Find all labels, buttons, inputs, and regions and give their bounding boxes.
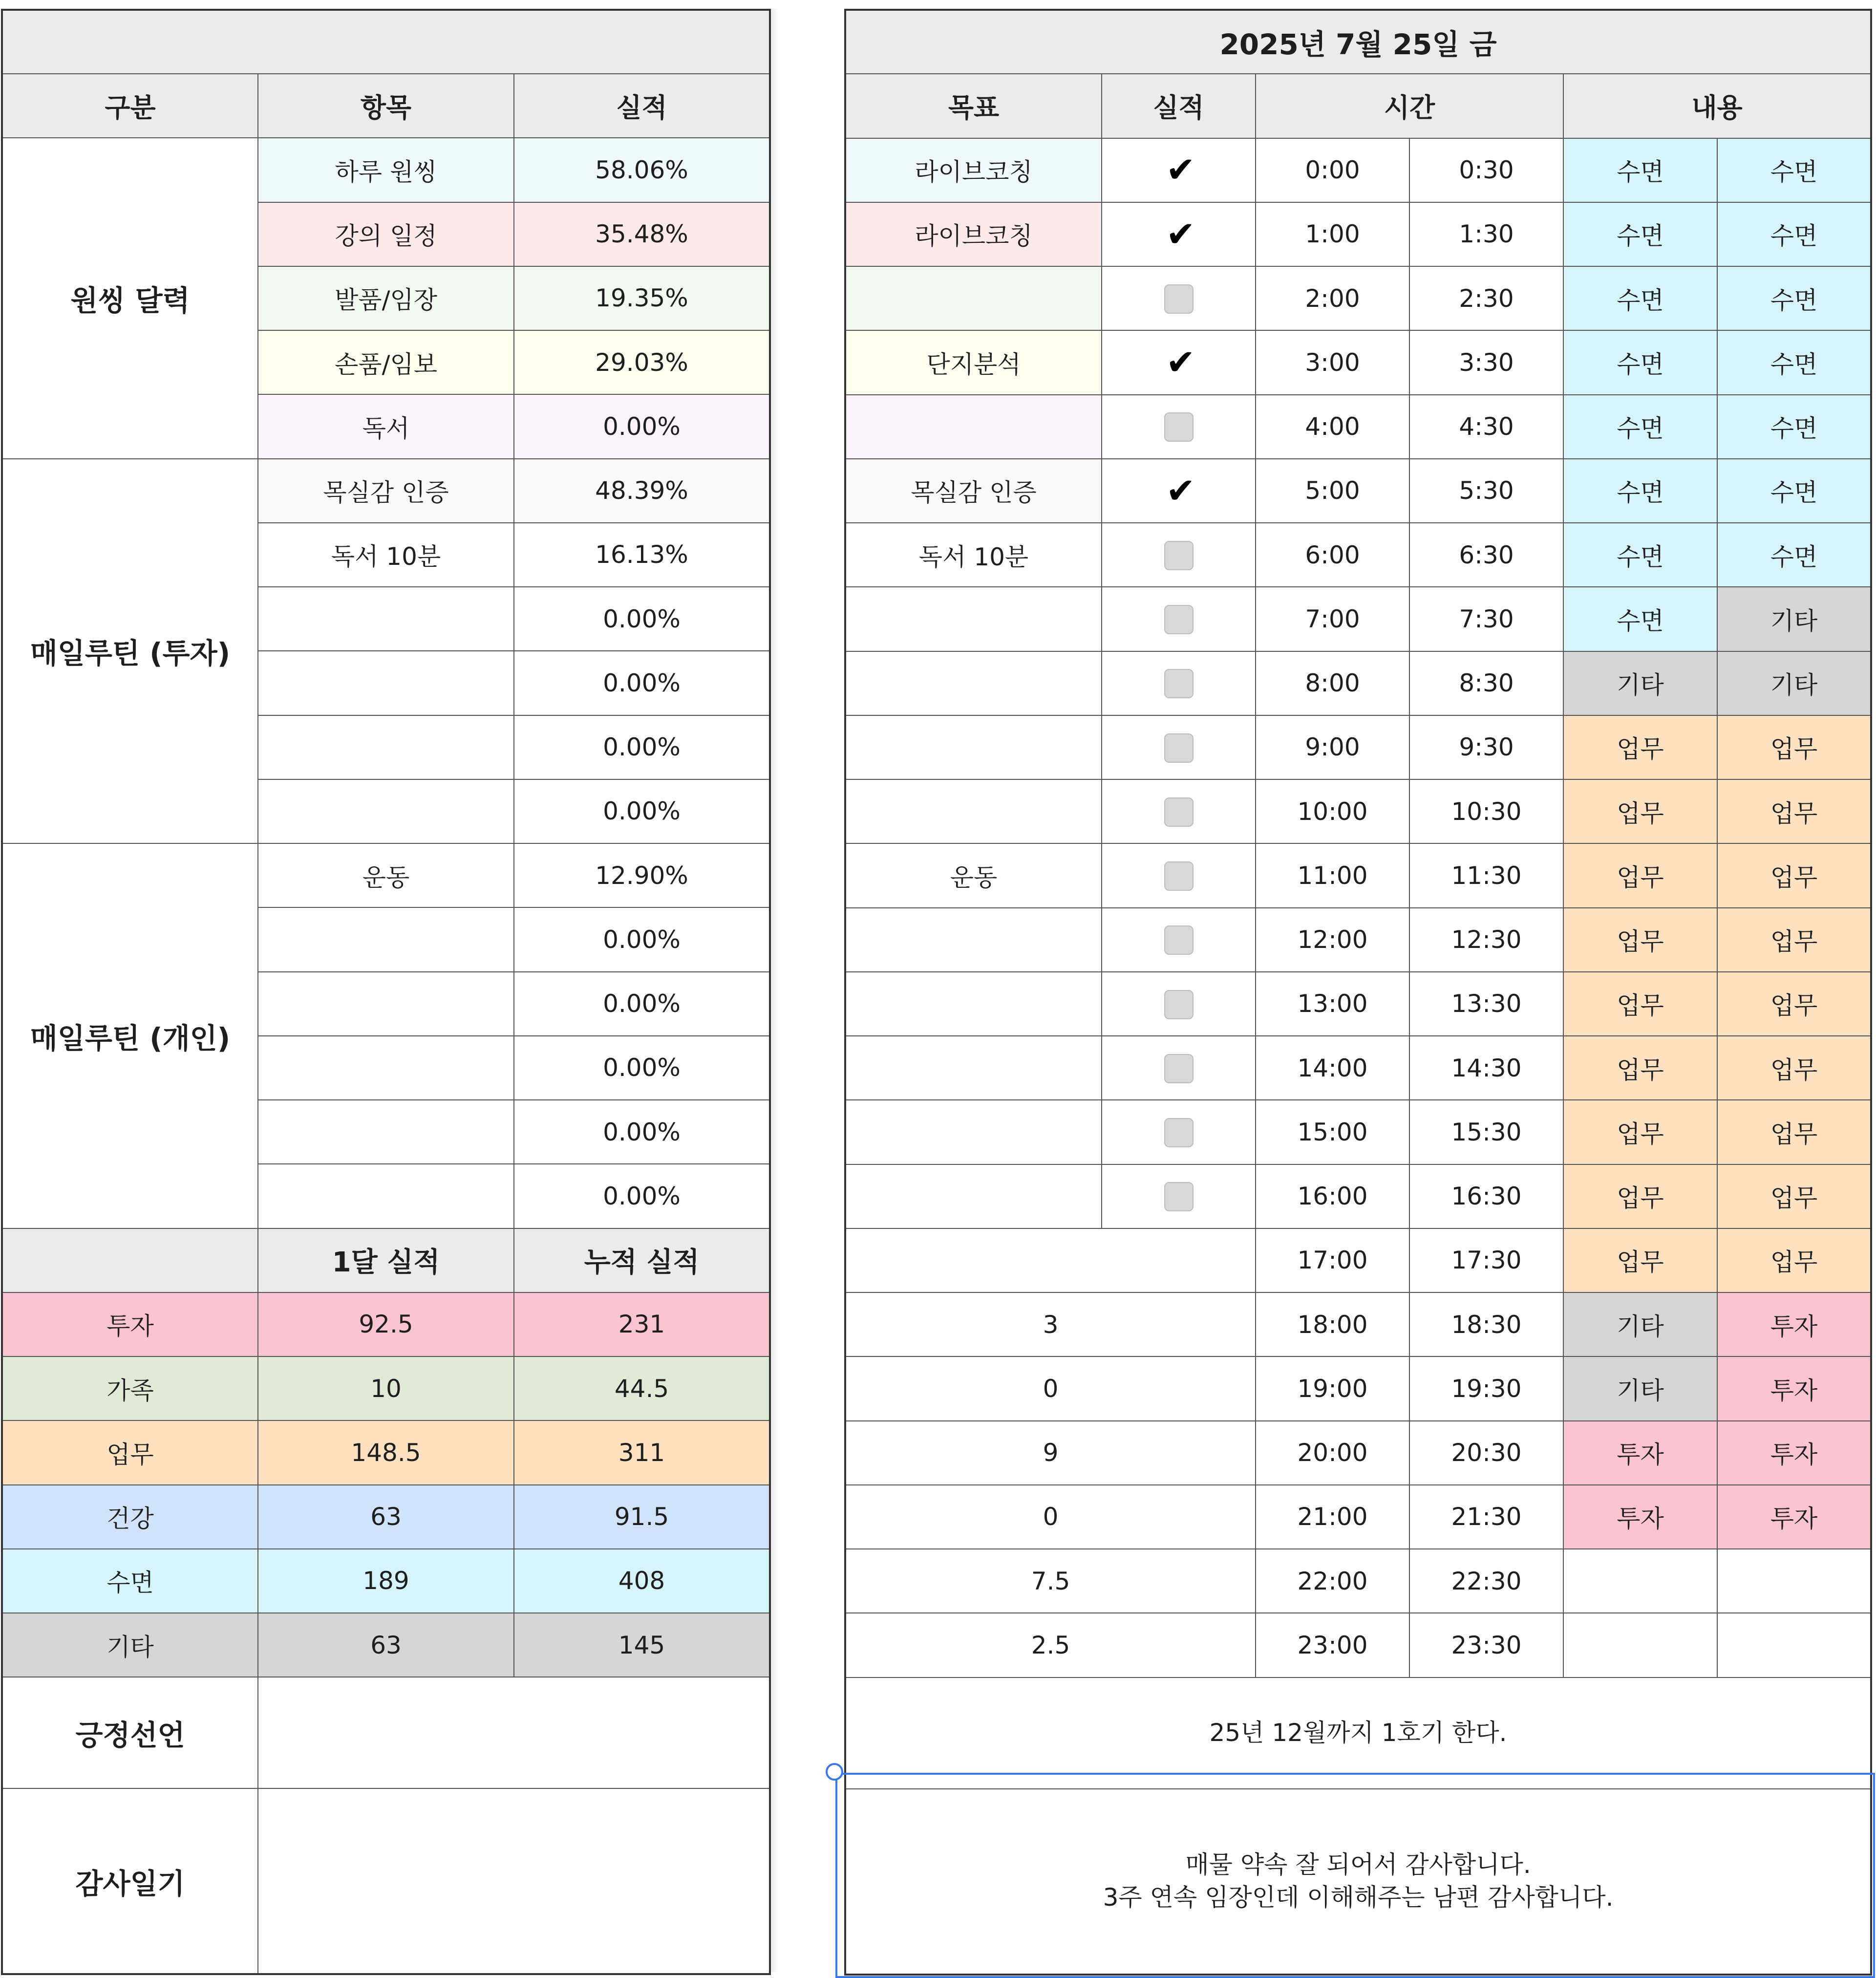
date-title-row <box>845 10 1871 74</box>
goal-cell[interactable]: 목실감 인증 <box>845 459 1102 523</box>
cell-selection-box[interactable] <box>835 1773 1875 1978</box>
done-cell[interactable] <box>1102 202 1256 266</box>
time-cell[interactable]: 1:30 <box>1409 202 1563 266</box>
summary-month[interactable]: 92.5 <box>258 1292 514 1356</box>
result-cell[interactable]: 0.00% <box>514 1100 770 1164</box>
schedule-row <box>845 1036 1871 1100</box>
summary-month[interactable]: 63 <box>258 1485 514 1549</box>
schedule-row <box>845 523 1871 587</box>
item-cell[interactable]: 손품/임보 <box>258 330 514 394</box>
activity-cell[interactable]: 기타 <box>1717 587 1871 651</box>
activity-cell[interactable]: 기타 <box>1563 651 1717 715</box>
category-onething[interactable]: 원씽 달력 <box>2 138 258 458</box>
time-cell[interactable]: 12:30 <box>1409 908 1563 972</box>
activity-cell[interactable]: 업무 <box>1717 843 1871 907</box>
schedule-row <box>845 587 1871 651</box>
selection-resize-handle[interactable] <box>826 1763 843 1781</box>
result-cell[interactable]: 0.00% <box>514 1164 770 1228</box>
checkbox-unchecked[interactable] <box>1164 925 1194 955</box>
summary-month[interactable]: 148.5 <box>258 1420 514 1484</box>
time-cell[interactable]: 14:30 <box>1409 1036 1563 1100</box>
value-cell[interactable]: 0 <box>845 1356 1256 1420</box>
activity-cell[interactable]: 투자 <box>1563 1421 1717 1485</box>
schedule-row <box>845 972 1871 1036</box>
summary-total[interactable]: 145 <box>514 1613 770 1677</box>
time-cell[interactable]: 2:30 <box>1409 266 1563 330</box>
table-row <box>2 843 770 907</box>
time-cell[interactable]: 20:00 <box>1256 1421 1409 1485</box>
activity-cell[interactable]: 수면 <box>1717 523 1871 587</box>
summary-header-total[interactable]: 누적 실적 <box>514 1228 770 1292</box>
activity-cell[interactable]: 업무 <box>1717 908 1871 972</box>
done-cell[interactable] <box>1102 587 1256 651</box>
summary-row-etc <box>2 1613 770 1677</box>
done-cell[interactable] <box>1102 138 1256 202</box>
item-cell[interactable]: 독서 <box>258 394 514 458</box>
schedule-row <box>845 1292 1871 1356</box>
schedule-row <box>845 1613 1871 1677</box>
activity-cell[interactable]: 수면 <box>1563 395 1717 459</box>
summary-label[interactable]: 투자 <box>2 1292 258 1356</box>
activity-cell[interactable]: 수면 <box>1563 459 1717 523</box>
summary-header-row <box>2 1228 770 1292</box>
goal-cell[interactable] <box>845 1036 1102 1100</box>
summary-label[interactable]: 가족 <box>2 1356 258 1420</box>
time-cell[interactable]: 15:00 <box>1256 1100 1409 1164</box>
summary-row-sleep <box>2 1549 770 1613</box>
time-cell[interactable]: 7:00 <box>1256 587 1409 651</box>
summary-row-family <box>2 1356 770 1420</box>
time-cell[interactable]: 5:30 <box>1409 459 1563 523</box>
result-cell[interactable]: 48.39% <box>514 459 770 523</box>
schedule-row <box>845 1549 1871 1613</box>
checkbox-unchecked[interactable] <box>1164 1118 1194 1147</box>
activity-cell[interactable]: 기타 <box>1563 1356 1717 1420</box>
title-cell-blank[interactable] <box>2 10 770 74</box>
time-cell[interactable]: 2:00 <box>1256 266 1409 330</box>
schedule-row <box>845 1100 1871 1164</box>
time-cell[interactable]: 22:30 <box>1409 1549 1563 1613</box>
summary-row-work <box>2 1420 770 1484</box>
schedule-row <box>845 1228 1871 1292</box>
result-cell[interactable]: 0.00% <box>514 779 770 843</box>
time-cell[interactable]: 0:30 <box>1409 138 1563 202</box>
goal-cell[interactable]: 라이브코칭 <box>845 138 1102 202</box>
goal-cell[interactable]: 라이브코칭 <box>845 202 1102 266</box>
checkbox-checked[interactable] <box>1164 348 1194 378</box>
item-cell[interactable]: 운동 <box>258 843 514 907</box>
item-cell[interactable]: 독서 10분 <box>258 523 514 587</box>
table-title-row <box>2 10 770 74</box>
done-cell[interactable] <box>1102 779 1256 843</box>
item-cell[interactable] <box>258 1164 514 1228</box>
daily-schedule-table <box>844 9 1872 1976</box>
result-cell[interactable]: 0.00% <box>514 651 770 715</box>
schedule-row <box>845 330 1871 394</box>
result-cell[interactable]: 19.35% <box>514 266 770 330</box>
summary-row-invest <box>2 1292 770 1356</box>
activity-cell[interactable]: 업무 <box>1717 715 1871 779</box>
activity-cell[interactable]: 수면 <box>1717 266 1871 330</box>
done-cell[interactable] <box>1102 843 1256 907</box>
time-cell[interactable]: 21:00 <box>1256 1485 1409 1549</box>
goal-cell[interactable] <box>845 1164 1102 1228</box>
done-cell[interactable] <box>1102 266 1256 330</box>
activity-cell[interactable]: 투자 <box>1717 1356 1871 1420</box>
activity-cell[interactable]: 업무 <box>1563 1164 1717 1228</box>
time-cell[interactable]: 18:00 <box>1256 1292 1409 1356</box>
checkbox-unchecked[interactable] <box>1164 861 1194 891</box>
header-result[interactable]: 실적 <box>514 74 770 138</box>
done-cell[interactable] <box>1102 651 1256 715</box>
item-cell[interactable] <box>258 1036 514 1100</box>
done-cell[interactable] <box>1102 459 1256 523</box>
activity-cell[interactable]: 업무 <box>1717 1036 1871 1100</box>
item-cell[interactable]: 목실감 인증 <box>258 459 514 523</box>
summary-label[interactable]: 기타 <box>2 1613 258 1677</box>
header-item[interactable]: 항목 <box>258 74 514 138</box>
time-cell[interactable]: 11:00 <box>1256 843 1409 907</box>
schedule-row <box>845 266 1871 330</box>
activity-cell[interactable]: 업무 <box>1563 715 1717 779</box>
activity-cell[interactable] <box>1717 1549 1871 1613</box>
done-cell[interactable] <box>1102 1036 1256 1100</box>
summary-row-health <box>2 1485 770 1549</box>
summary-month[interactable]: 189 <box>258 1549 514 1613</box>
time-cell[interactable]: 23:00 <box>1256 1613 1409 1677</box>
result-cell[interactable]: 58.06% <box>514 138 770 202</box>
activity-cell[interactable]: 수면 <box>1563 523 1717 587</box>
checkbox-unchecked[interactable] <box>1164 990 1194 1019</box>
goal-cell[interactable]: 운동 <box>845 843 1102 907</box>
schedule-row <box>845 908 1871 972</box>
activity-cell[interactable]: 업무 <box>1717 1164 1871 1228</box>
schedule-row <box>845 1421 1871 1485</box>
checkbox-unchecked[interactable] <box>1164 541 1194 570</box>
time-cell[interactable]: 19:30 <box>1409 1356 1563 1420</box>
result-cell[interactable]: 0.00% <box>514 394 770 458</box>
header-row <box>845 74 1871 138</box>
summary-label[interactable]: 건강 <box>2 1485 258 1549</box>
time-cell[interactable]: 7:30 <box>1409 587 1563 651</box>
goal-cell[interactable] <box>845 972 1102 1036</box>
activity-cell[interactable]: 투자 <box>1717 1421 1871 1485</box>
time-cell[interactable]: 21:30 <box>1409 1485 1563 1549</box>
summary-month[interactable]: 63 <box>258 1613 514 1677</box>
checkbox-unchecked[interactable] <box>1164 284 1194 314</box>
time-cell[interactable]: 17:00 <box>1256 1228 1409 1292</box>
result-cell[interactable]: 29.03% <box>514 330 770 394</box>
item-cell[interactable]: 강의 일정 <box>258 202 514 266</box>
result-cell[interactable]: 0.00% <box>514 715 770 779</box>
time-cell[interactable]: 9:00 <box>1256 715 1409 779</box>
activity-cell[interactable]: 수면 <box>1563 266 1717 330</box>
goal-cell[interactable]: 단지분석 <box>845 330 1102 394</box>
time-cell[interactable]: 22:00 <box>1256 1549 1409 1613</box>
gratitude-line: 매물 약속 잘 되어서 감사합니다. <box>1185 1850 1531 1879</box>
goal-cell[interactable] <box>845 715 1102 779</box>
time-cell[interactable]: 13:00 <box>1256 972 1409 1036</box>
checkbox-unchecked[interactable] <box>1164 797 1194 827</box>
goal-cell[interactable] <box>845 908 1102 972</box>
summary-label[interactable]: 수면 <box>2 1549 258 1613</box>
activity-cell[interactable]: 업무 <box>1563 1228 1717 1292</box>
time-cell[interactable]: 9:30 <box>1409 715 1563 779</box>
activity-cell[interactable]: 수면 <box>1563 587 1717 651</box>
activity-cell[interactable]: 수면 <box>1717 459 1871 523</box>
result-cell[interactable]: 0.00% <box>514 972 770 1036</box>
activity-cell[interactable]: 업무 <box>1563 1100 1717 1164</box>
schedule-row <box>845 715 1871 779</box>
checkbox-unchecked[interactable] <box>1164 1182 1194 1211</box>
activity-cell[interactable]: 수면 <box>1717 395 1871 459</box>
summary-total[interactable]: 408 <box>514 1549 770 1613</box>
time-cell[interactable]: 0:00 <box>1256 138 1409 202</box>
goal-cell[interactable]: 독서 10분 <box>845 523 1102 587</box>
done-cell[interactable] <box>1102 715 1256 779</box>
time-cell[interactable]: 5:00 <box>1256 459 1409 523</box>
time-cell[interactable]: 4:30 <box>1409 395 1563 459</box>
category-routine-personal[interactable]: 매일루틴 (개인) <box>2 843 258 1228</box>
activity-cell[interactable]: 업무 <box>1563 908 1717 972</box>
time-cell[interactable]: 19:00 <box>1256 1356 1409 1420</box>
time-cell[interactable]: 3:00 <box>1256 330 1409 394</box>
activity-cell[interactable]: 업무 <box>1563 779 1717 843</box>
value-cell[interactable]: 0 <box>845 1485 1256 1549</box>
header-done[interactable]: 실적 <box>1102 74 1256 138</box>
activity-cell[interactable]: 수면 <box>1563 202 1717 266</box>
time-cell[interactable]: 16:00 <box>1256 1164 1409 1228</box>
checkbox-unchecked[interactable] <box>1164 733 1194 763</box>
value-cell[interactable]: 2.5 <box>845 1613 1256 1677</box>
value-cell[interactable]: 9 <box>845 1421 1256 1485</box>
time-cell[interactable]: 3:30 <box>1409 330 1563 394</box>
activity-cell[interactable]: 수면 <box>1717 202 1871 266</box>
item-cell[interactable] <box>258 651 514 715</box>
activity-cell[interactable]: 기타 <box>1563 1292 1717 1356</box>
activity-cell[interactable] <box>1563 1613 1717 1677</box>
result-cell[interactable]: 12.90% <box>514 843 770 907</box>
gratitude-line: 3주 연속 임장인데 이해해주는 남편 감사합니다. <box>1103 1883 1614 1912</box>
gratitude-cell[interactable] <box>258 1788 770 1974</box>
table-row <box>2 459 770 523</box>
activity-cell[interactable]: 투자 <box>1717 1485 1871 1549</box>
header-time[interactable]: 시간 <box>1256 74 1563 138</box>
item-cell[interactable] <box>258 972 514 1036</box>
item-cell[interactable] <box>258 715 514 779</box>
summary-total[interactable]: 44.5 <box>514 1356 770 1420</box>
time-cell[interactable]: 18:30 <box>1409 1292 1563 1356</box>
time-cell[interactable]: 13:30 <box>1409 972 1563 1036</box>
affirmation-cell[interactable] <box>258 1677 770 1788</box>
affirmation-text[interactable]: 25년 12월까지 1호기 한다. <box>845 1677 1871 1789</box>
checkbox-checked[interactable] <box>1164 156 1194 185</box>
header-goal[interactable]: 목표 <box>845 74 1102 138</box>
schedule-row <box>845 202 1871 266</box>
activity-cell[interactable]: 업무 <box>1563 972 1717 1036</box>
done-cell[interactable] <box>1102 330 1256 394</box>
time-cell[interactable]: 1:00 <box>1256 202 1409 266</box>
activity-cell[interactable]: 업무 <box>1717 1228 1871 1292</box>
activity-cell[interactable]: 수면 <box>1717 330 1871 394</box>
item-cell[interactable] <box>258 587 514 651</box>
checkbox-unchecked[interactable] <box>1164 1054 1194 1083</box>
time-cell[interactable]: 10:00 <box>1256 779 1409 843</box>
done-cell[interactable] <box>1102 1100 1256 1164</box>
done-cell[interactable] <box>1102 395 1256 459</box>
summary-header-blank[interactable] <box>2 1228 258 1292</box>
checkbox-unchecked[interactable] <box>1164 669 1194 698</box>
activity-cell[interactable] <box>1563 1549 1717 1613</box>
activity-cell[interactable]: 수면 <box>1563 138 1717 202</box>
time-cell[interactable]: 20:30 <box>1409 1421 1563 1485</box>
time-cell[interactable]: 14:00 <box>1256 1036 1409 1100</box>
affirmation-row <box>2 1677 770 1788</box>
result-cell[interactable]: 16.13% <box>514 523 770 587</box>
summary-total[interactable]: 311 <box>514 1420 770 1484</box>
schedule-row <box>845 1164 1871 1228</box>
affirmation-row <box>845 1677 1871 1789</box>
activity-cell[interactable]: 투자 <box>1717 1292 1871 1356</box>
activity-cell[interactable]: 업무 <box>1717 972 1871 1036</box>
item-cell[interactable] <box>258 907 514 971</box>
schedule-row <box>845 138 1871 202</box>
header-row <box>2 74 770 138</box>
checkbox-unchecked[interactable] <box>1164 412 1194 442</box>
time-cell[interactable]: 11:30 <box>1409 843 1563 907</box>
result-cell[interactable]: 0.00% <box>514 587 770 651</box>
time-cell[interactable]: 8:30 <box>1409 651 1563 715</box>
time-cell[interactable]: 6:30 <box>1409 523 1563 587</box>
done-cell[interactable] <box>1102 908 1256 972</box>
goal-cell[interactable] <box>845 1100 1102 1164</box>
activity-cell[interactable]: 수면 <box>1717 138 1871 202</box>
time-cell[interactable]: 12:00 <box>1256 908 1409 972</box>
result-cell[interactable]: 35.48% <box>514 202 770 266</box>
value-cell[interactable]: 3 <box>845 1292 1256 1356</box>
item-cell[interactable]: 하루 원씽 <box>258 138 514 202</box>
activity-cell[interactable]: 업무 <box>1717 779 1871 843</box>
value-cell[interactable]: 7.5 <box>845 1549 1256 1613</box>
result-cell[interactable]: 0.00% <box>514 907 770 971</box>
gratitude-row <box>2 1788 770 1974</box>
monthly-summary-table <box>1 9 771 1975</box>
time-cell[interactable]: 17:30 <box>1409 1228 1563 1292</box>
summary-header-month[interactable]: 1달 실적 <box>258 1228 514 1292</box>
schedule-row <box>845 1485 1871 1549</box>
summary-label[interactable]: 업무 <box>2 1420 258 1484</box>
summary-total[interactable]: 91.5 <box>514 1485 770 1549</box>
done-cell[interactable] <box>1102 523 1256 587</box>
schedule-row <box>845 459 1871 523</box>
time-cell[interactable]: 6:00 <box>1256 523 1409 587</box>
goal-cell[interactable] <box>845 779 1102 843</box>
schedule-row <box>845 843 1871 907</box>
item-cell[interactable]: 발품/임장 <box>258 266 514 330</box>
schedule-row <box>845 779 1871 843</box>
time-cell[interactable]: 10:30 <box>1409 779 1563 843</box>
done-cell[interactable] <box>1102 1164 1256 1228</box>
summary-total[interactable]: 231 <box>514 1292 770 1356</box>
value-cell[interactable] <box>845 1228 1256 1292</box>
schedule-row <box>845 651 1871 715</box>
goal-cell[interactable] <box>845 266 1102 330</box>
gratitude-label[interactable]: 감사일기 <box>2 1788 258 1974</box>
done-cell[interactable] <box>1102 972 1256 1036</box>
activity-cell[interactable] <box>1717 1613 1871 1677</box>
time-cell[interactable]: 23:30 <box>1409 1613 1563 1677</box>
table-row <box>2 138 770 202</box>
activity-cell[interactable]: 업무 <box>1717 1100 1871 1164</box>
affirmation-label[interactable]: 긍정선언 <box>2 1677 258 1788</box>
activity-cell[interactable]: 수면 <box>1563 330 1717 394</box>
activity-cell[interactable]: 업무 <box>1563 843 1717 907</box>
goal-cell[interactable] <box>845 395 1102 459</box>
header-category[interactable]: 구분 <box>2 74 258 138</box>
time-cell[interactable]: 8:00 <box>1256 651 1409 715</box>
checkbox-checked[interactable] <box>1164 220 1194 250</box>
header-content[interactable]: 내용 <box>1563 74 1871 138</box>
category-routine-invest[interactable]: 매일루틴 (투자) <box>2 459 258 844</box>
time-cell[interactable]: 4:00 <box>1256 395 1409 459</box>
checkbox-checked[interactable] <box>1164 477 1194 506</box>
checkbox-unchecked[interactable] <box>1164 605 1194 634</box>
summary-month[interactable]: 10 <box>258 1356 514 1420</box>
date-title[interactable]: 2025년 7월 25일 금 <box>845 10 1871 74</box>
schedule-row <box>845 395 1871 459</box>
goal-cell[interactable] <box>845 651 1102 715</box>
activity-cell[interactable]: 투자 <box>1563 1485 1717 1549</box>
item-cell[interactable] <box>258 779 514 843</box>
activity-cell[interactable]: 업무 <box>1563 1036 1717 1100</box>
result-cell[interactable]: 0.00% <box>514 1036 770 1100</box>
activity-cell[interactable]: 기타 <box>1717 651 1871 715</box>
schedule-lower-body <box>845 1228 1871 1677</box>
time-cell[interactable]: 16:30 <box>1409 1164 1563 1228</box>
time-cell[interactable]: 15:30 <box>1409 1100 1563 1164</box>
goal-cell[interactable] <box>845 587 1102 651</box>
item-cell[interactable] <box>258 1100 514 1164</box>
schedule-body <box>845 138 1871 1228</box>
schedule-row <box>845 1356 1871 1420</box>
